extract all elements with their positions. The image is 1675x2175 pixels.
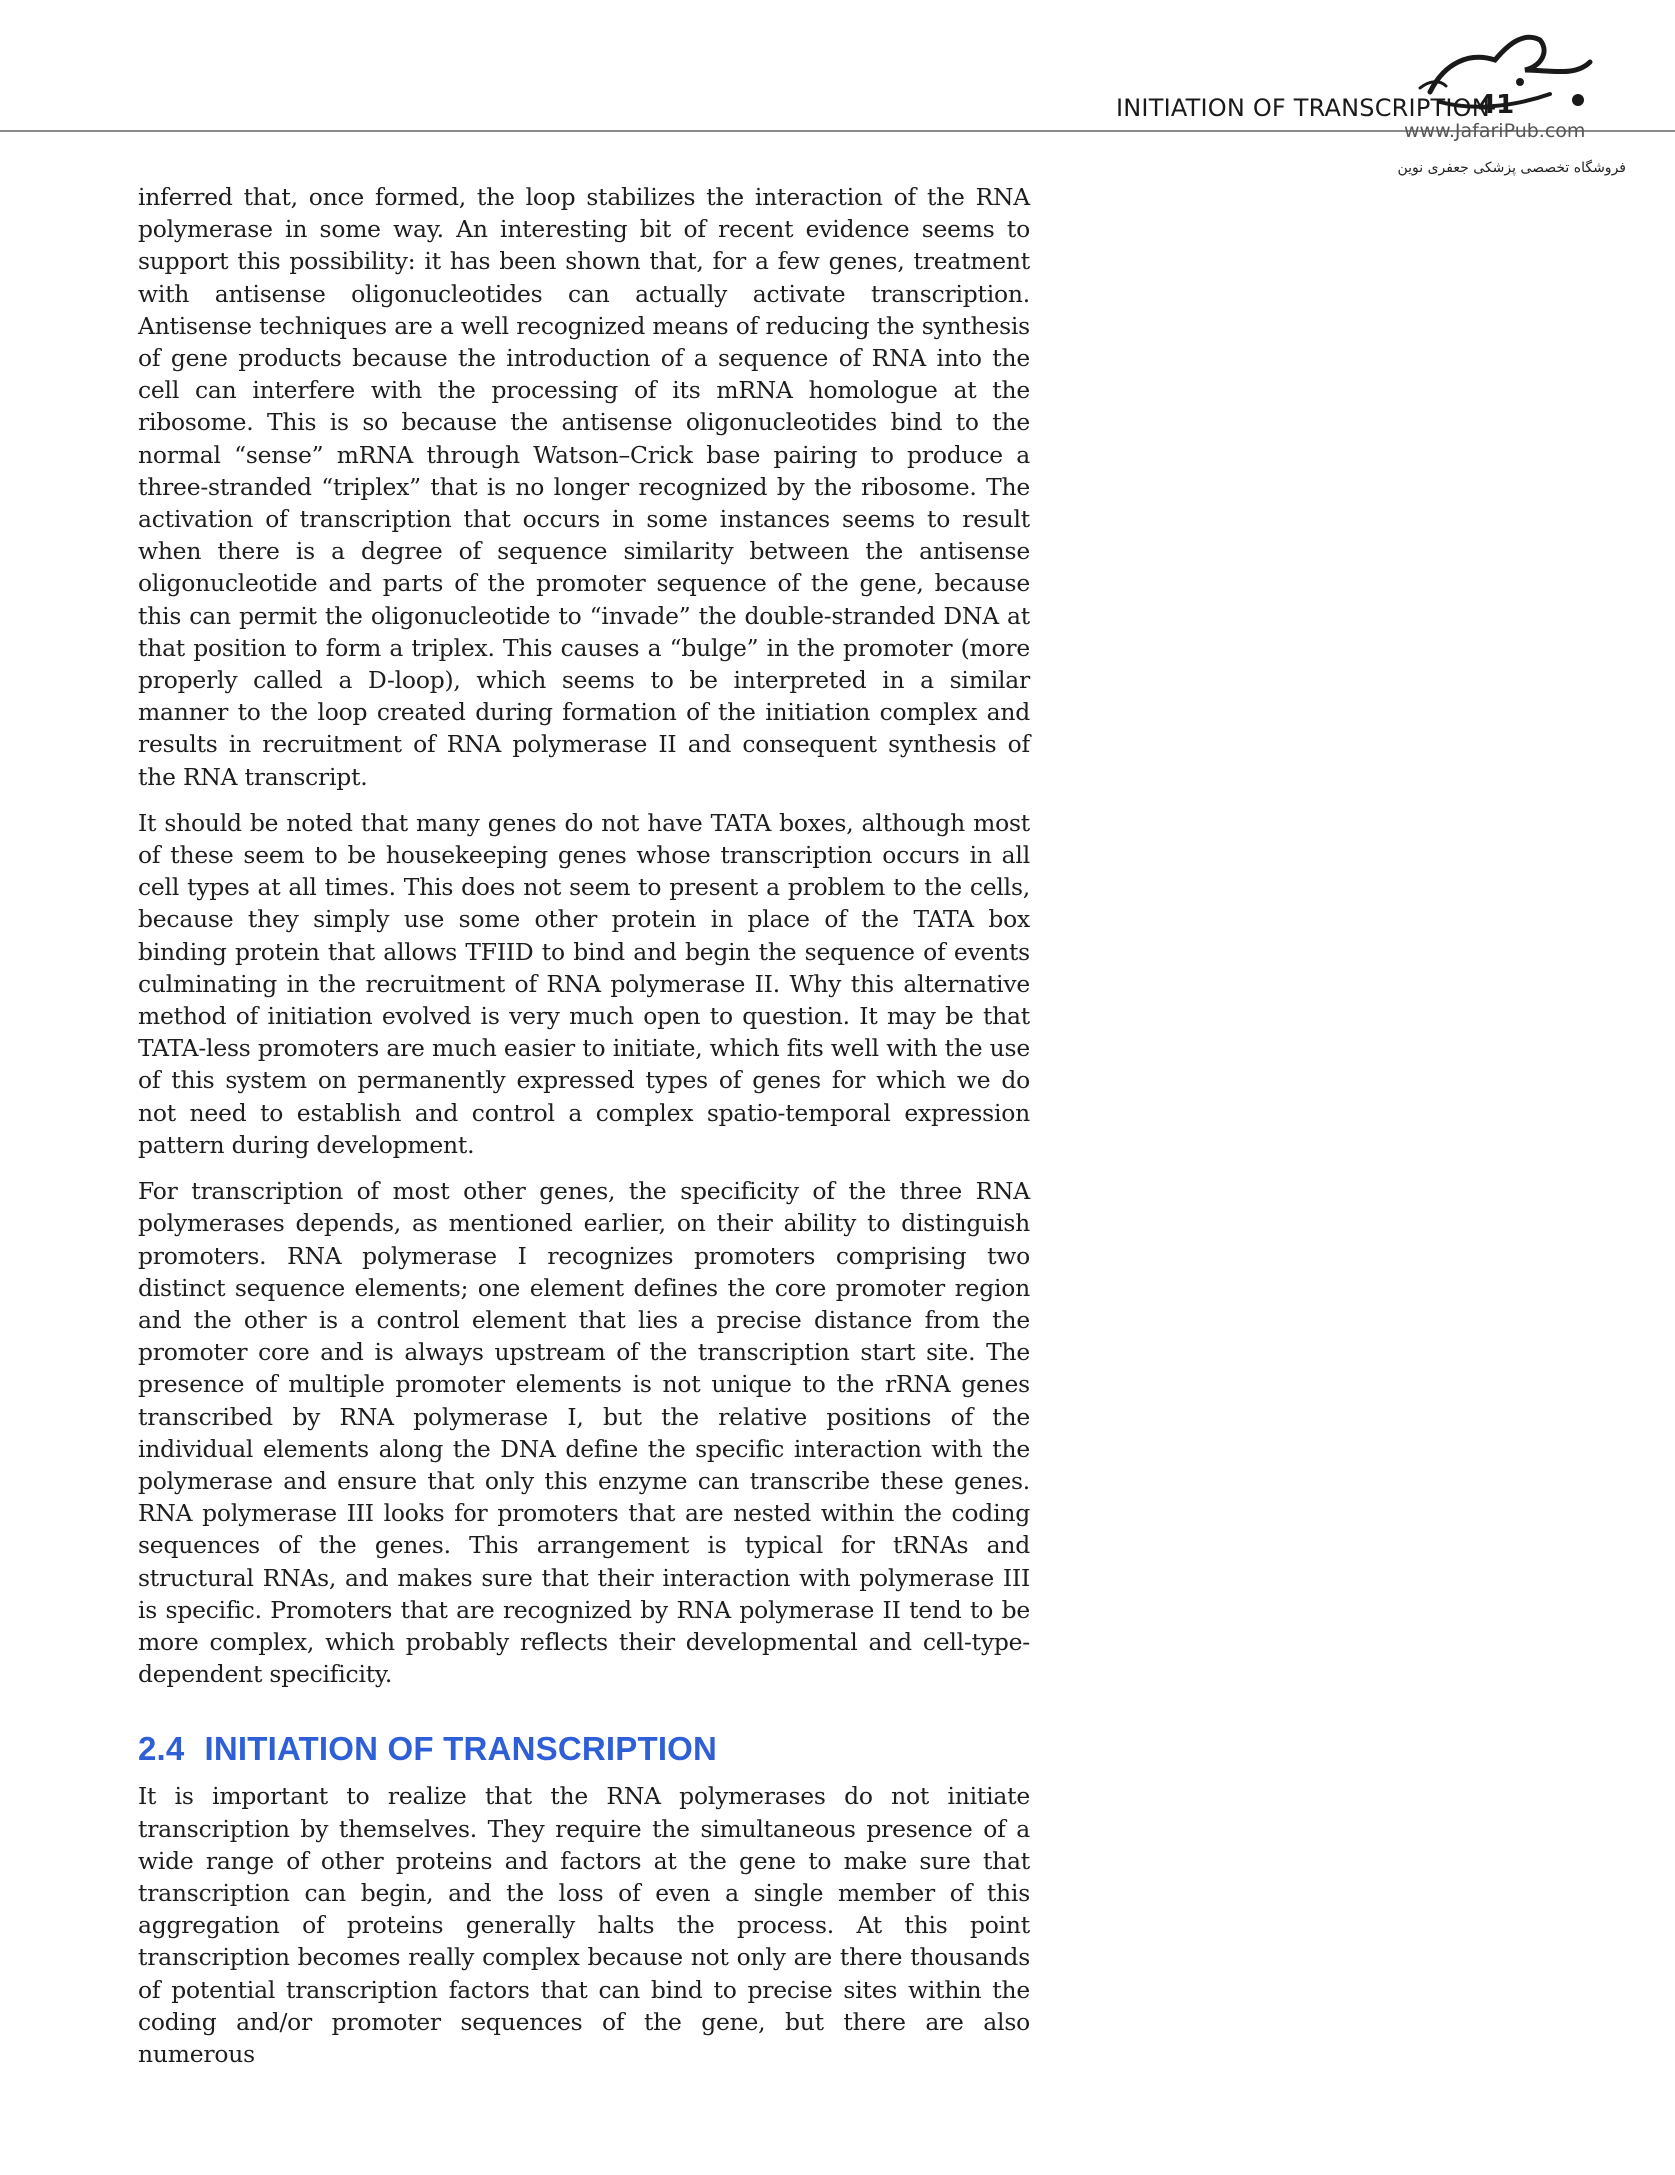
paragraph: It is important to realize that the RNA polymerases do not initiate transcription by themselves. They require the simultaneous presence of a wide range of other proteins and factors at the gene to make sure that transcription can begin, and the loss of even a single member of this aggregation of proteins generally halts the process. At this point transcription becomes really complex because not only are there thousands of potential transcription factors that can bind to precise sites within the coding and/or promoter sequences of the gene, but there are also numerous	[138, 1782, 1030, 2068]
page-body	[138, 181, 1030, 2084]
section-number: 2.4	[138, 1730, 185, 1768]
running-title: INITIATION OF TRANSCRIPTION	[1116, 94, 1490, 122]
page-number: 41	[1478, 90, 1515, 120]
watermark-url: www.JafariPub.com	[1404, 120, 1586, 142]
watermark-persian-text: فروشگاه تخصصی پزشکی جعفری نوین	[1397, 160, 1626, 176]
section-title: INITIATION OF TRANSCRIPTION	[204, 1730, 718, 1768]
paragraph: For transcription of most other genes, the specificity of the three RNA polymerases depends, as mentioned earlier, on their ability to distinguish promoters. RNA polymerase I recognizes promoters comprising two distinct sequence elements; one element defines the core promoter region and the other is a control element that lies a precise distance from the promoter core and is always upstream of the transcription start site. The presence of multiple promoter elements is not unique to the rRNA genes transcribed by RNA polymerase I, but the relative positions of the individual elements along the DNA define the specific interaction with the polymerase and ensure that only this enzyme can transcribe these genes. RNA polymerase III looks for promoters that are nested within the coding sequences of the genes. This arrangement is typical for tRNAs and structural RNAs, and makes sure that their interaction with polymerase III is specific. Promoters that are recognized by RNA polymerase II tend to be more complex, which probably reflects their developmental and cell-type-dependent specificity.	[138, 1177, 1030, 1689]
section-heading	[138, 1730, 1030, 1768]
paragraph: It should be noted that many genes do not have TATA boxes, although most of these seem to be housekeeping genes whose transcription occurs in all cell types at all times. This does not seem to present a problem to the cells, because they simply use some other protein in place of the TATA box binding protein that allows TFIID to bind and begin the sequence of events culminating in the recruitment of RNA polymerase II. Why this alternative method of initiation evolved is very much open to question. It may be that TATA-less promoters are much easier to initiate, which fits well with the use of this system on permanently expressed types of genes for which we do not need to establish and control a complex spatio-temporal expression pattern during development.	[138, 808, 1030, 1159]
paragraph: inferred that, once formed, the loop stabilizes the interaction of the RNA polymerase in some way. An interesting bit of recent evidence seems to support this possibility: it has been shown that, for a few genes, treatment with antisense oligonucleotides can actually activate transcription. Antisense techniques are a well recognized means of reducing the synthesis of gene products because the introduction of a sequence of RNA into the cell can interfere with the processing of its mRNA homologue at the ribosome. This is so because the antisense oligonucleotides bind to the normal “sense” mRNA through Watson–Crick base pairing to produce a three-stranded “triplex” that is no longer recognized by the ribosome. The activation of transcription that occurs in some instances seems to result when there is a degree of sequence similarity between the antisense oligonucleotide and parts of the promoter sequence of the gene, because this can permit the oligonucleotide to “invade” the double-stranded DNA at that position to form a triplex. This causes a “bulge” in the promoter (more properly called a D-loop), which seems to be interpreted in a similar manner to the loop created during formation of the initiation complex and results in recruitment of RNA polymerase II and consequent synthesis of the RNA transcript.	[138, 183, 1030, 791]
